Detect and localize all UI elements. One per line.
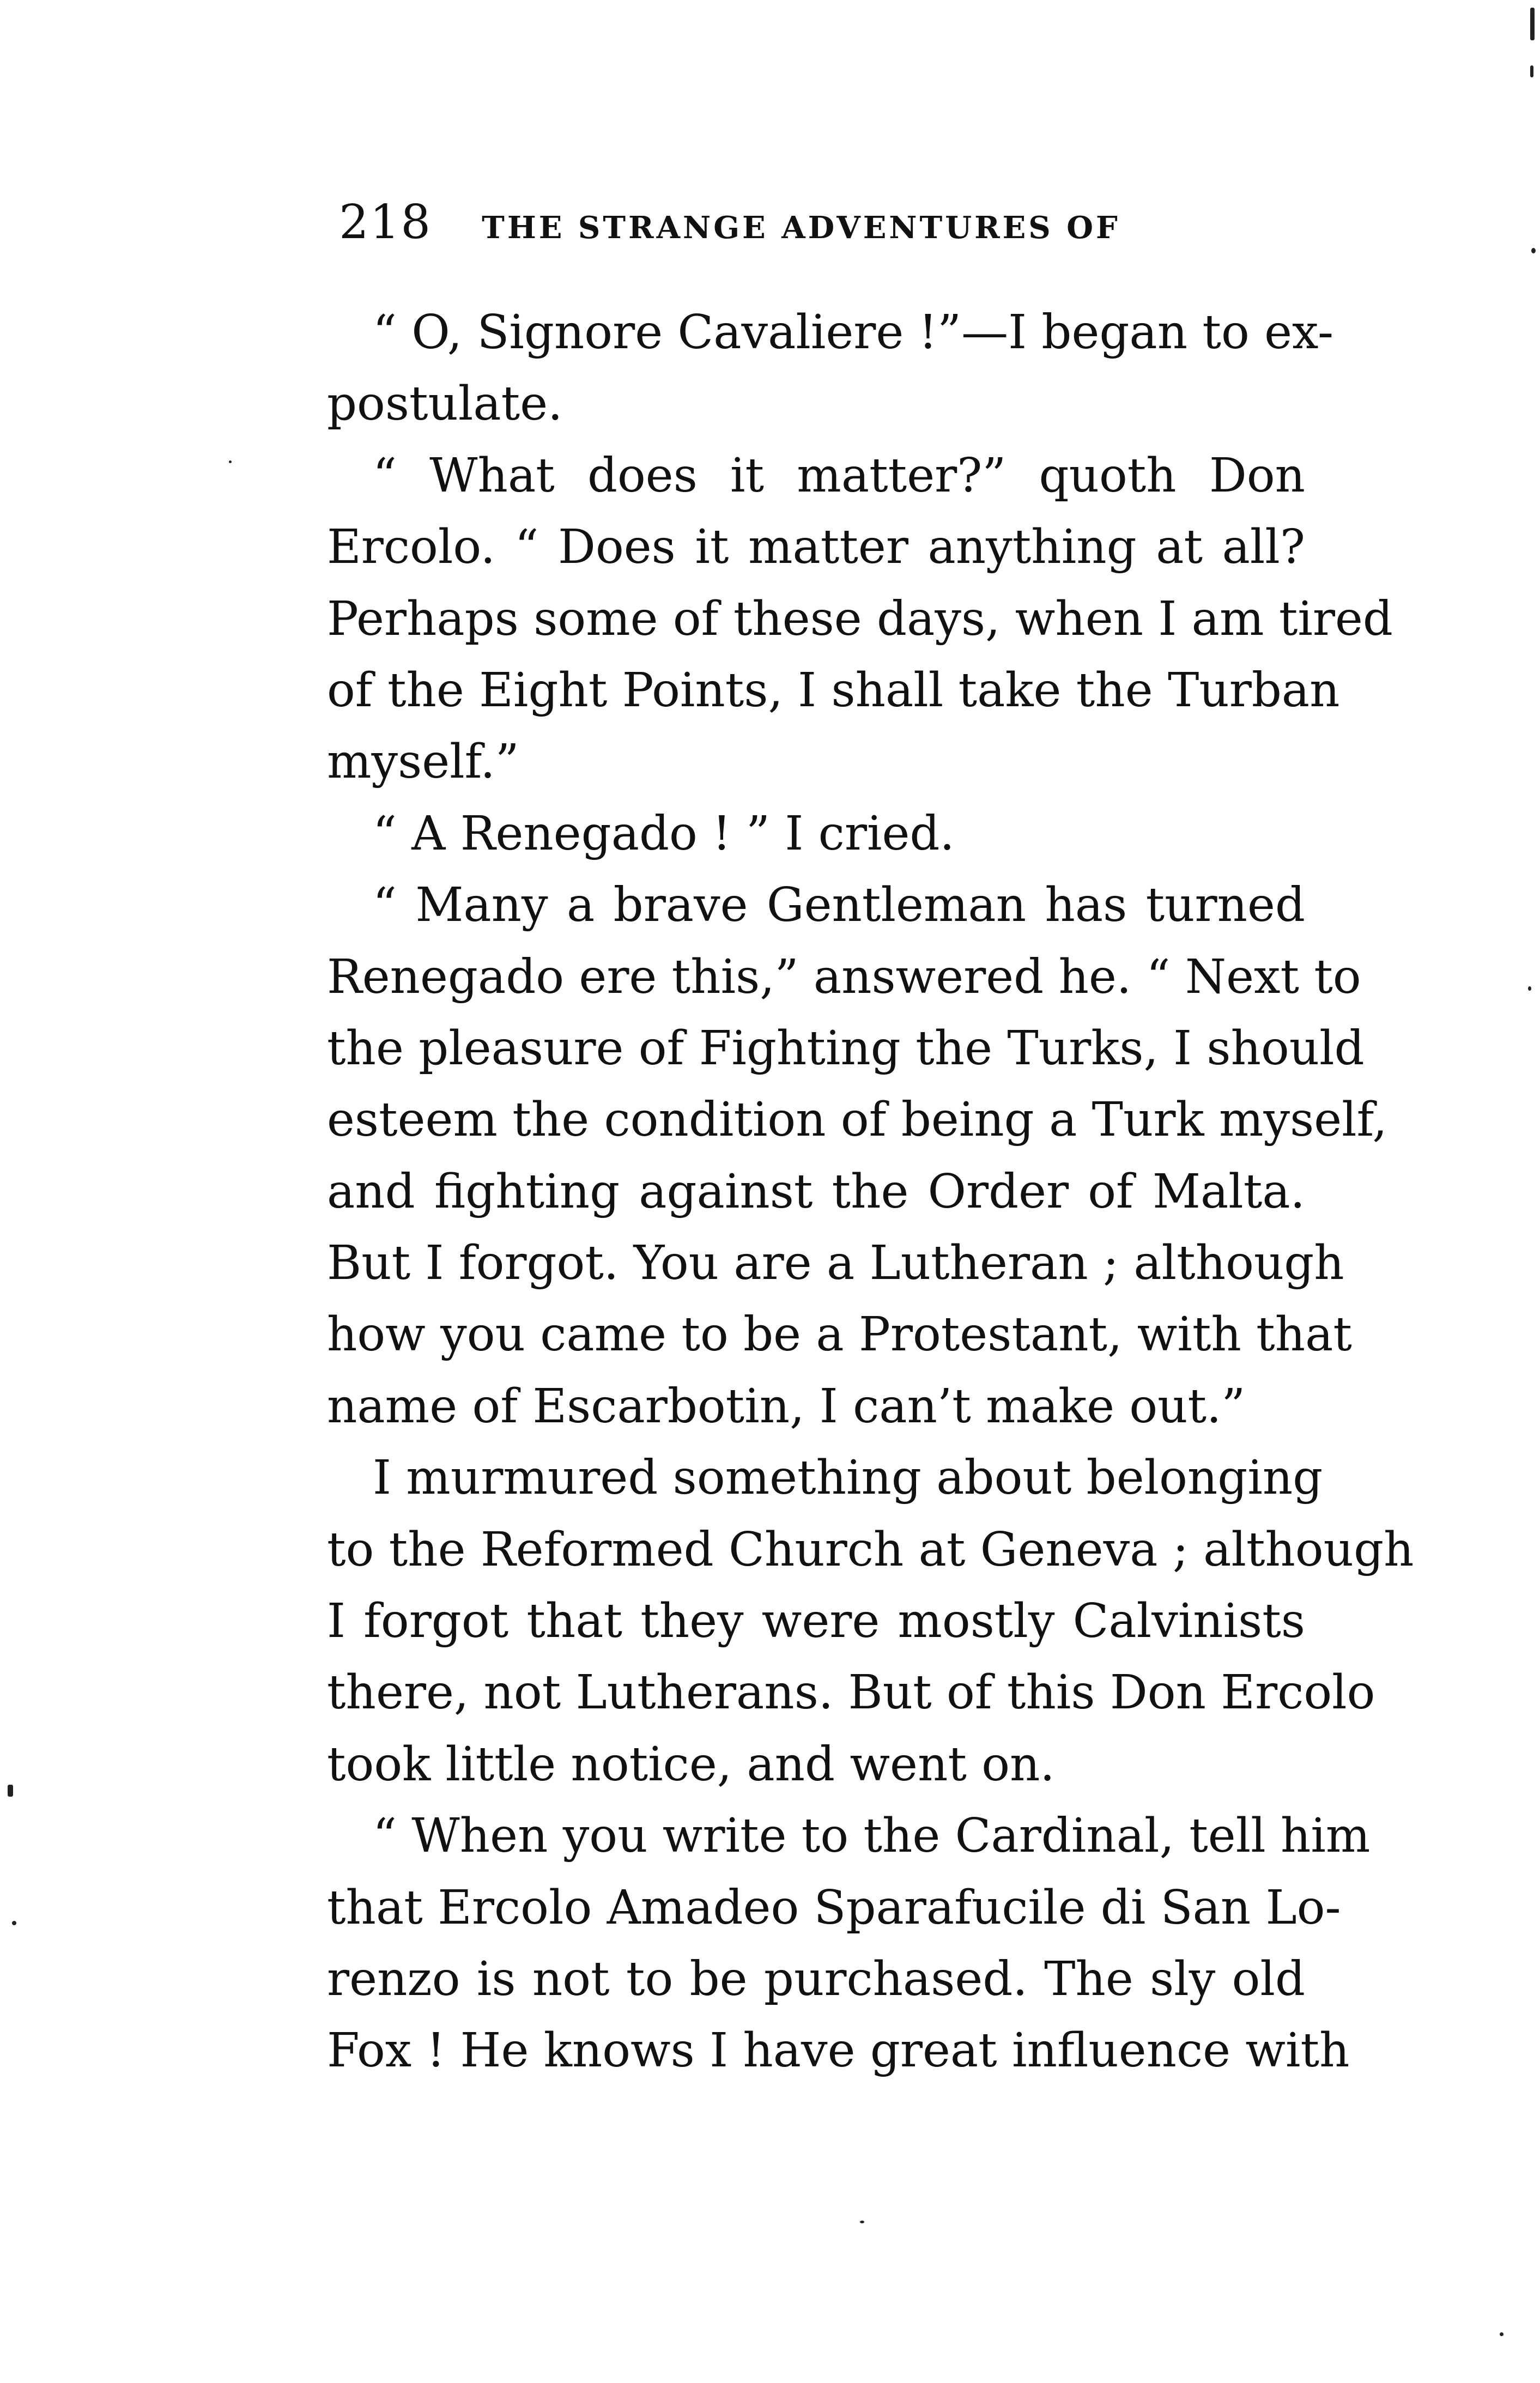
- text-line: name of Escarbotin, I can’t make out.”: [327, 1379, 1246, 1434]
- text-line: I murmured something about belonging: [373, 1451, 1323, 1506]
- scan-speck: [8, 1785, 13, 1797]
- body-text: [327, 297, 1414, 2087]
- text-line: “ A Renegado ! ” I cried.: [373, 806, 955, 861]
- text-line: to the Reformed Church at Geneva ; although: [327, 1522, 1414, 1577]
- text-line: of the Eight Points, I shall take the Turban: [327, 663, 1340, 718]
- scan-speck: [860, 2221, 864, 2223]
- text-line: esteem the condition of being a Turk myself,: [327, 1093, 1387, 1148]
- text-line: I forgot that they were mostly Calvinists: [327, 1594, 1305, 1649]
- text-line: how you came to be a Protestant, with that: [327, 1307, 1352, 1362]
- text-line: that Ercolo Amadeo Sparafucile di San Lo-: [327, 1880, 1341, 1935]
- scan-speck: [1530, 8, 1535, 40]
- text-line: Renegado ere this,” answered he. “ Next to: [327, 949, 1361, 1004]
- text-line: “ What does it matter?” quoth Don: [373, 448, 1305, 503]
- running-title: THE STRANGE ADVENTURES OF: [482, 210, 1120, 246]
- text-line: postulate.: [327, 377, 563, 432]
- text-line: and fighting against the Order of Malta.: [327, 1164, 1305, 1219]
- scan-speck: [1528, 986, 1531, 991]
- running-head: [339, 195, 1374, 260]
- text-line: there, not Lutherans. But of this Don Ercolo: [327, 1665, 1375, 1720]
- scan-speck: [1531, 248, 1536, 253]
- text-line: Perhaps some of these days, when I am tired: [327, 591, 1393, 646]
- text-line: “ When you write to the Cardinal, tell him: [373, 1809, 1371, 1864]
- scan-speck: [12, 1921, 16, 1925]
- text-line: But I forgot. You are a Lutheran ; although: [327, 1236, 1344, 1291]
- scan-speck: [1530, 65, 1533, 77]
- scan-speck: [229, 460, 232, 463]
- text-line: Ercolo. “ Does it matter anything at all?: [327, 520, 1305, 575]
- text-line: “ Many a brave Gentleman has turned: [373, 878, 1305, 933]
- text-line: the pleasure of Fighting the Turks, I should: [327, 1021, 1365, 1076]
- text-line: “ O, Signore Cavaliere !”—I began to ex-: [373, 305, 1334, 360]
- text-line: myself.”: [327, 735, 519, 790]
- text-line: Fox ! He knows I have great influence with: [327, 2023, 1350, 2078]
- page-number: 218: [339, 195, 432, 250]
- text-line: took little notice, and went on.: [327, 1737, 1055, 1792]
- scan-speck: [1500, 2332, 1503, 2336]
- text-line: renzo is not to be purchased. The sly old: [327, 1951, 1305, 2006]
